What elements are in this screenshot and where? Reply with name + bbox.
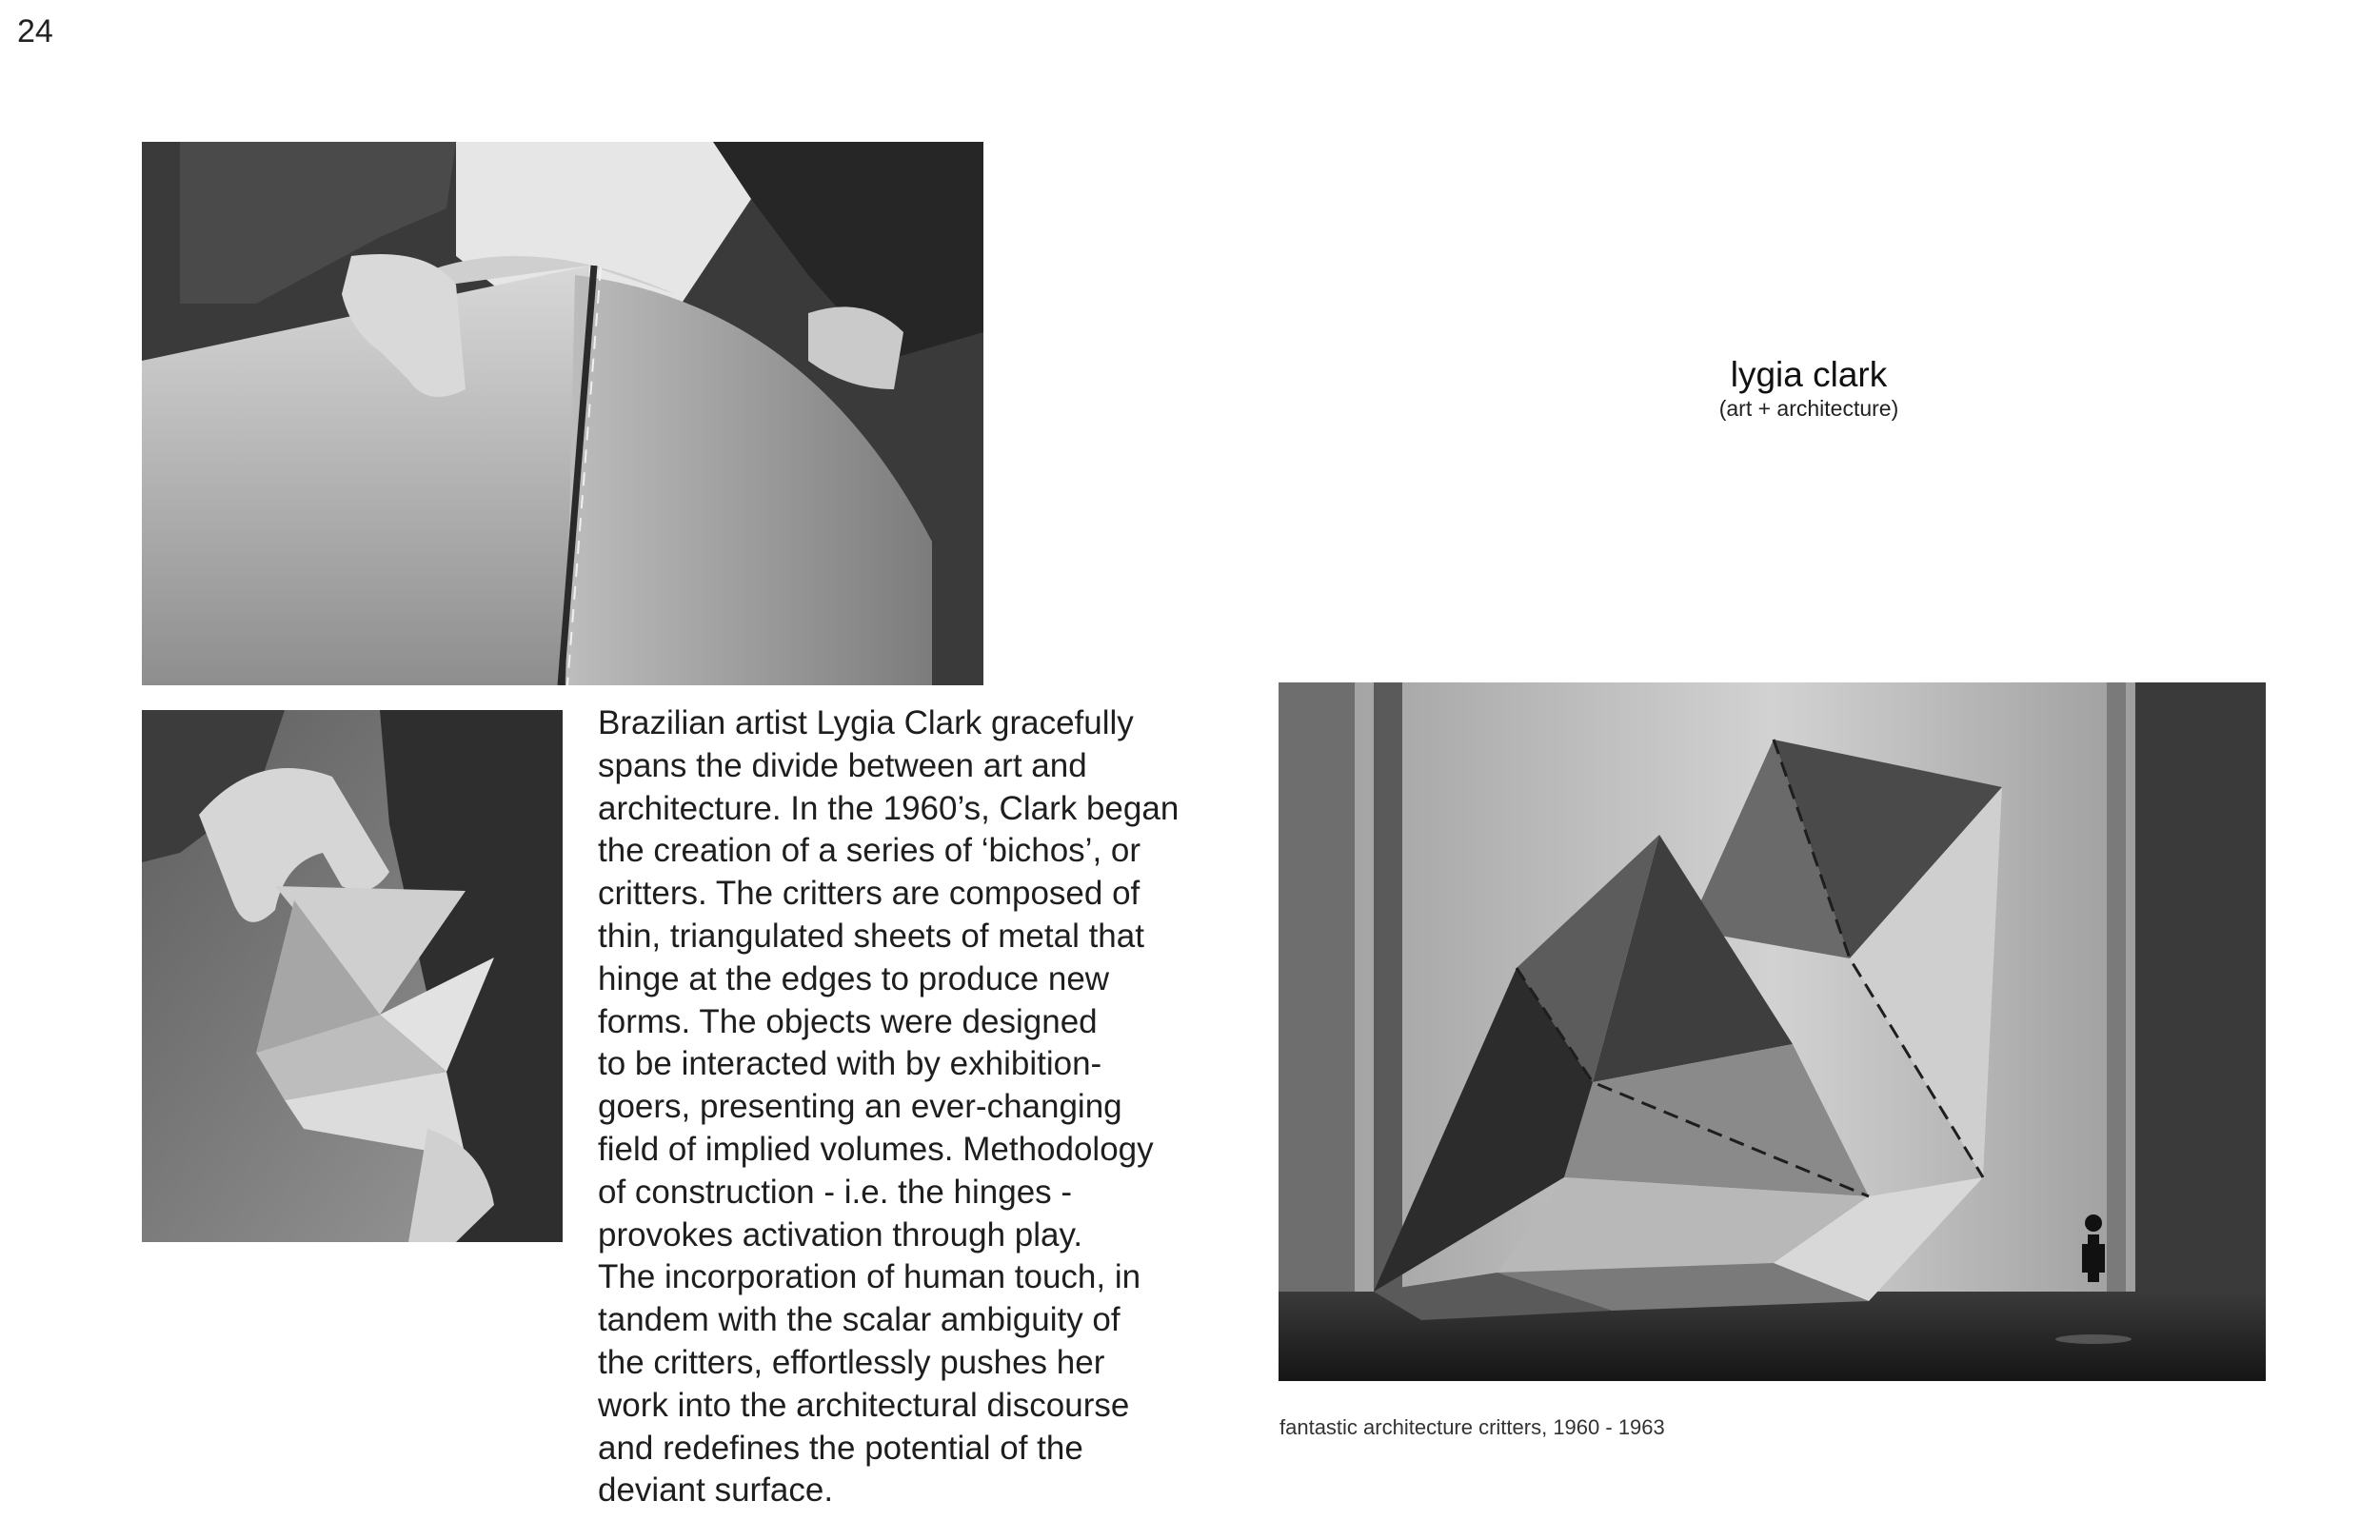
body-text-line: provokes activation through play. (598, 1215, 1083, 1254)
body-text-line: and redefines the potential of the (598, 1429, 1083, 1467)
body-text-line: deviant surface. (598, 1471, 834, 1510)
page-subtitle: (art + architecture) (1718, 396, 1899, 421)
photo-hand-holding-critter (142, 710, 563, 1242)
body-text-line: architecture. In the 1960’s, Clark began (598, 789, 1180, 827)
body-text-line: field of implied volumes. Methodology (598, 1130, 1154, 1168)
body-text-line: spans the divide between art and (598, 746, 1087, 784)
photo-hinged-sculpture-hands (142, 142, 983, 685)
body-text-line: work into the architectural discourse (598, 1386, 1130, 1424)
body-text-line: hinge at the edges to produce new (598, 959, 1110, 997)
page-number: 24 (17, 13, 53, 49)
photo-architecture-critter (1279, 682, 2266, 1381)
body-text-line: thin, triangulated sheets of metal that (598, 917, 1144, 955)
body-text-line: the creation of a series of ‘bichos’, or (598, 832, 1141, 870)
body-text-line: The incorporation of human touch, in (598, 1258, 1141, 1296)
body-text-line: the critters, effortlessly pushes her (598, 1343, 1105, 1381)
body-text-line: forms. The objects were designed (598, 1002, 1098, 1040)
body-text-line: to be interacted with by exhibition- (598, 1045, 1102, 1083)
body-text-line: tandem with the scalar ambiguity of (598, 1301, 1121, 1339)
image-caption: fantastic architecture critters, 1960 - 1963 (1279, 1415, 1665, 1439)
body-text-line: critters. The critters are composed of (598, 875, 1140, 913)
title-block (1618, 354, 1999, 421)
body-text-line: goers, presenting an ever-changing (598, 1088, 1122, 1126)
body-text-line: Brazilian artist Lygia Clark gracefully (598, 704, 1134, 741)
body-text-line: of construction - i.e. the hinges - (598, 1173, 1073, 1211)
body-text (598, 702, 1226, 1512)
page-title: lygia clark (1730, 355, 1888, 394)
